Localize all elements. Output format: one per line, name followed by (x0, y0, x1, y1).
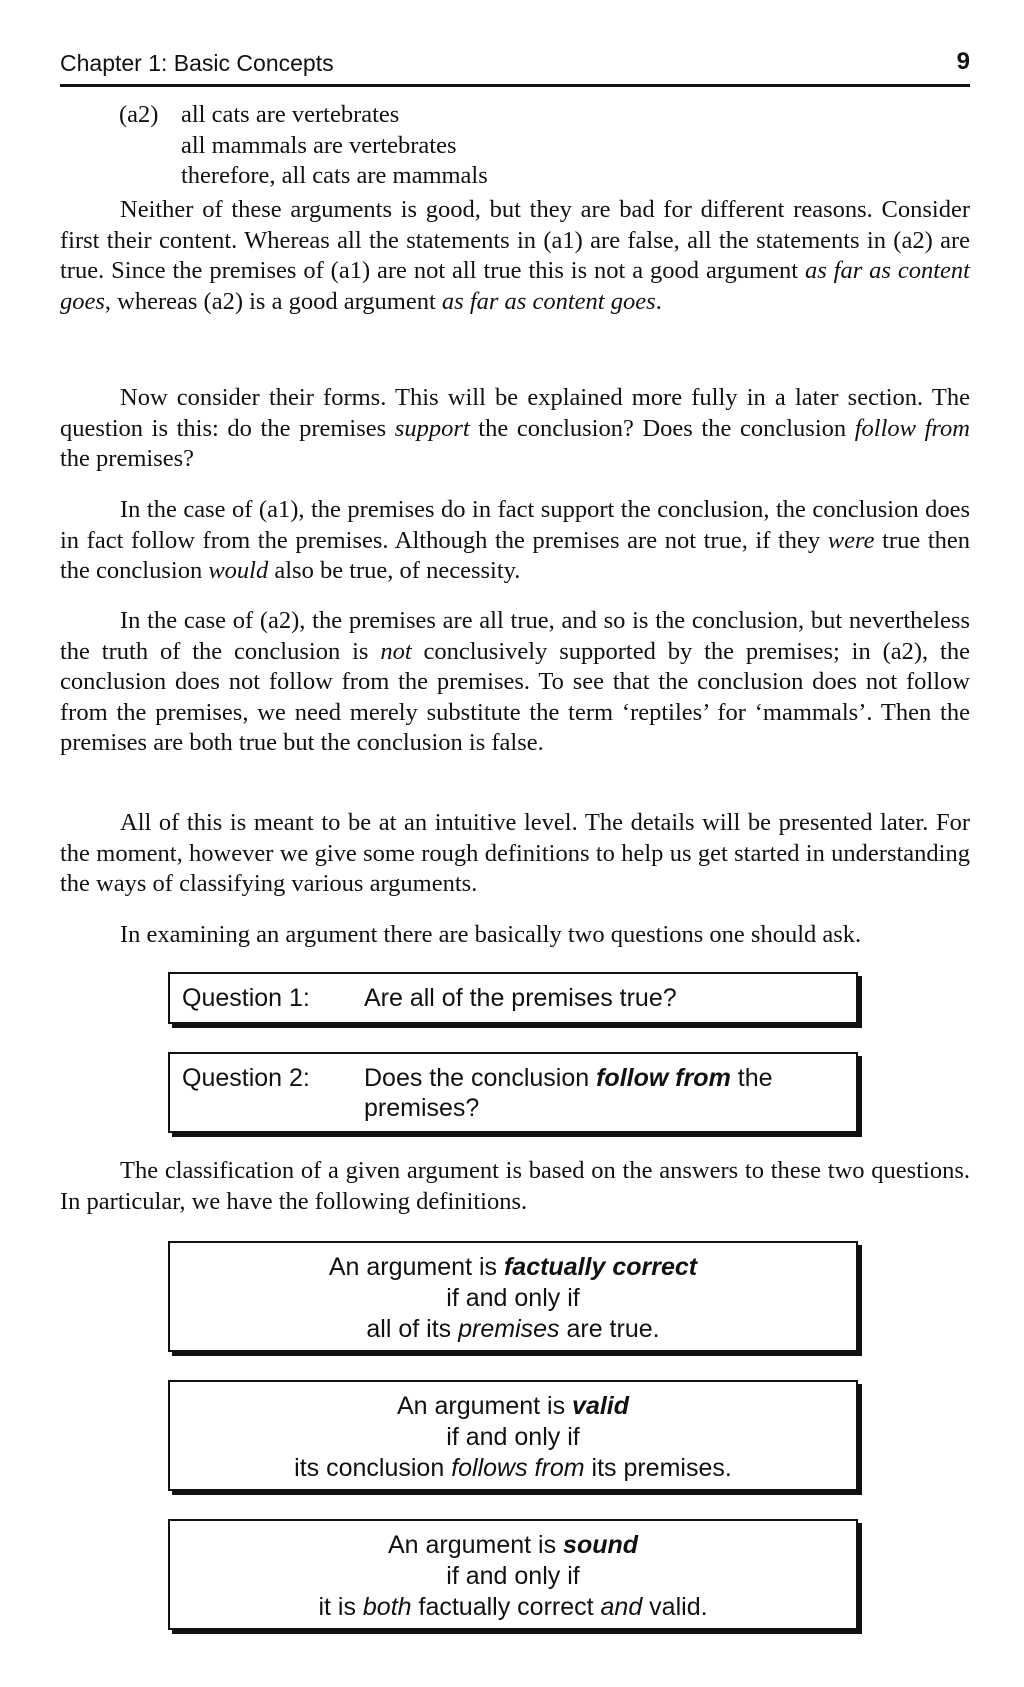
question-label: Question 1: (182, 984, 310, 1012)
italic-run: premises (458, 1315, 560, 1343)
definition-line (170, 1252, 856, 1283)
text-run: factually correct (411, 1593, 601, 1621)
bold-italic-run: follow from (596, 1064, 731, 1092)
italic-run: were (827, 526, 875, 554)
text-run: An argument is (396, 1392, 573, 1420)
question-text (364, 1063, 834, 1123)
example-line: all cats are vertebrates (181, 101, 400, 128)
italic-run: support (394, 414, 470, 442)
example-lines (181, 100, 488, 192)
italic-run: not (380, 637, 412, 665)
question-box-2 (168, 1052, 858, 1133)
text-run: the premises? (364, 1064, 773, 1122)
italic-run: as far as content goes (60, 257, 970, 315)
italic-run: as far as content goes (441, 287, 656, 315)
text-run: Neither of these arguments is good, but they are bad for different reasons. Consider first their content. Whereas all the statements in (a1) are false, all the statements in (a2) are true. Since the premises of (a1) are not all true this is not a good argument (60, 196, 970, 284)
text-run: true then the conclusion (60, 526, 970, 584)
defined-term: valid (572, 1392, 630, 1420)
example-line: therefore, all cats are mammals (181, 162, 488, 189)
question-label: Question 2: (182, 1064, 310, 1092)
paragraph-intuitive (60, 808, 970, 900)
text-run: An argument is (328, 1253, 504, 1281)
question-box-1 (168, 972, 858, 1024)
text-run: its conclusion (294, 1454, 452, 1482)
italic-run: follows from (451, 1454, 585, 1482)
italic-run: and (600, 1593, 643, 1621)
text-run: the conclusion? Does the conclusion (469, 414, 855, 442)
text-run: In examining an argument there are basically two questions one should ask. (120, 921, 862, 948)
text-run: . (655, 287, 662, 315)
paragraph-classification (60, 1156, 970, 1217)
definition-line (170, 1453, 856, 1484)
question-text (364, 983, 834, 1013)
page-header (60, 48, 970, 87)
page-number: 9 (956, 48, 970, 75)
text-run: In the case of (a2), the premises are all true, and so is the conclusion, but nevertheless the truth of the conclusion is (60, 607, 970, 665)
text-run: are true. (559, 1315, 660, 1343)
text-run: Now consider their forms. This will be explained more fully in a later section. The question is this: do the premises (60, 384, 970, 442)
definition-sound (168, 1519, 858, 1630)
definition-line: if and only if (446, 1562, 580, 1590)
italic-run: would (208, 557, 269, 584)
definition-factually-correct (168, 1241, 858, 1352)
definition-line: if and only if (446, 1284, 580, 1312)
definition-valid (168, 1380, 858, 1491)
paragraph-content (60, 195, 970, 317)
text-run: All of this is meant to be at an intuitive level. The details will be presented later. For the moment, however we give some rough definitions to help us get started in understanding the ways of classifying various arguments. (60, 809, 970, 897)
text-run: the premises? (60, 445, 195, 472)
text-run: valid. (642, 1593, 708, 1621)
paragraph-forms (60, 383, 970, 475)
chapter-title: Chapter 1: Basic Concepts (60, 50, 334, 76)
definition-line (170, 1391, 856, 1422)
text-run: its premises. (584, 1454, 732, 1482)
text-run: In the case of (a1), the premises do in fact support the conclusion, the conclusion does in fact follow from the premises. Although the premises are not true, if they (60, 496, 970, 554)
definition-line (170, 1530, 856, 1561)
text-run: Are all of the premises true? (364, 984, 677, 1012)
text-run: also be true, of necessity. (268, 557, 521, 584)
definition-line (170, 1314, 856, 1345)
defined-term: sound (563, 1531, 639, 1559)
text-run: An argument is (387, 1531, 564, 1559)
text-run: The classification of a given argument is based on the answers to these two questions. In particular, we have the following definitions. (60, 1157, 970, 1215)
paragraph-case-a2 (60, 606, 970, 759)
example-line: all mammals are vertebrates (181, 131, 457, 159)
text-run: Does the conclusion (364, 1064, 597, 1092)
text-run: all of its (366, 1315, 459, 1343)
definition-line (170, 1592, 856, 1623)
italic-run: both (362, 1593, 412, 1621)
text-run: conclusively supported by the premises; in (a2), the conclusion does not follow from the premises. To see that the conclusion does not follow from the premises, we need merely substitute the term ‘reptiles’ for ‘mammals’. Then the premises are both true but the conclusion is false. (60, 637, 970, 756)
paragraph-case-a1 (60, 495, 970, 587)
paragraph-two-questions (60, 920, 970, 951)
text-run: , whereas (a2) is a good argument (104, 287, 442, 315)
defined-term: factually correct (503, 1253, 698, 1281)
example-label: (a2) (119, 101, 159, 128)
italic-run: follow from (854, 414, 971, 442)
definition-line: if and only if (446, 1423, 580, 1451)
text-run: it is (318, 1593, 363, 1621)
